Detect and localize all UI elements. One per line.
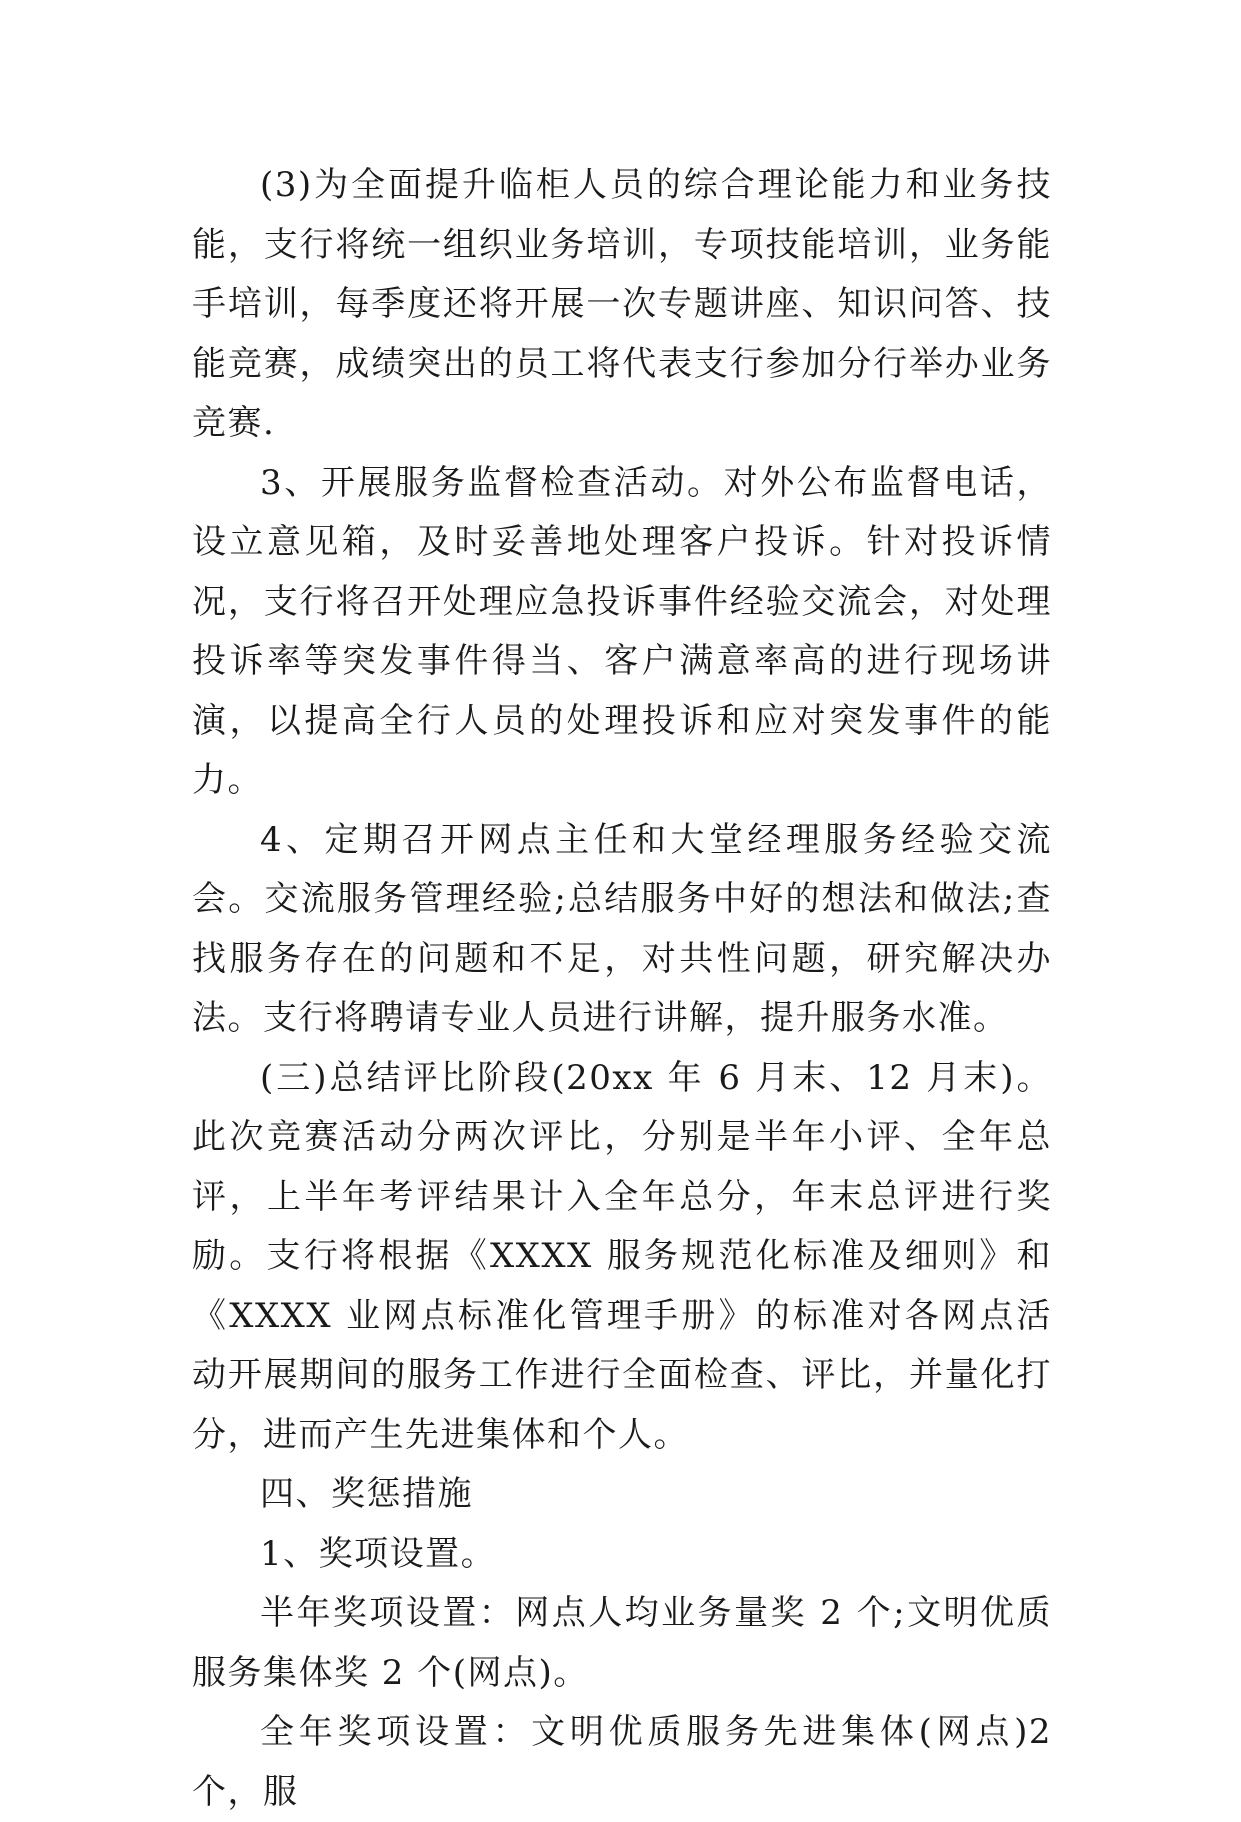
paragraph-full-year-awards: 全年奖项设置：文明优质服务先进集体(网点)2 个，服: [192, 1712, 1052, 1812]
paragraph-exchange-meeting: 4、定期召开网点主任和大堂经理服务经验交流会。交流服务管理经验;总结服务中好的想法和做法;查找服务存在的问题和不足，对共性问题，研究解决办法。支行将聘请专业人员进行讲解，提升服务水准。: [192, 819, 1052, 1038]
paragraph-evaluation-stage: (三)总结评比阶段(20xx 年 6 月末、12 月末)。此次竞赛活动分两次评比，分别是半年小评、全年总评，上半年考评结果计入全年总分，年末总评进行奖励。支行将根据《XXXX 服务规范化标准及细则》和《XXXX 业网点标准化管理手册》的标准对各网点活动开展期间的服务工作进行全面检查、评比，并量化打分，进而产生先进集体和个人。: [192, 1057, 1052, 1455]
paragraph-half-year-awards: 半年奖项设置：网点人均业务量奖 2 个;文明优质服务集体奖 2 个(网点)。: [192, 1593, 1052, 1693]
subheading-award-setup: 1、奖项设置。: [260, 1533, 497, 1574]
document-body: [192, 156, 1052, 1822]
paragraph-supervision: 3、开展服务监督检查活动。对外公布监督电话，设立意见箱，及时妥善地处理客户投诉。针对投诉情况，支行将召开处理应急投诉事件经验交流会，对处理投诉率等突发事件得当、客户满意率高的进行现场讲演，以提高全行人员的处理投诉和应对突发事件的能力。: [192, 462, 1052, 800]
paragraph-training: (3)为全面提升临柜人员的综合理论能力和业务技能，支行将统一组织业务培训，专项技能培训，业务能手培训，每季度还将开展一次专题讲座、知识问答、技能竞赛，成绩突出的员工将代表支行参加分行举办业务竞赛.: [192, 165, 1052, 443]
section-heading-rewards: 四、奖惩措施: [260, 1474, 473, 1514]
